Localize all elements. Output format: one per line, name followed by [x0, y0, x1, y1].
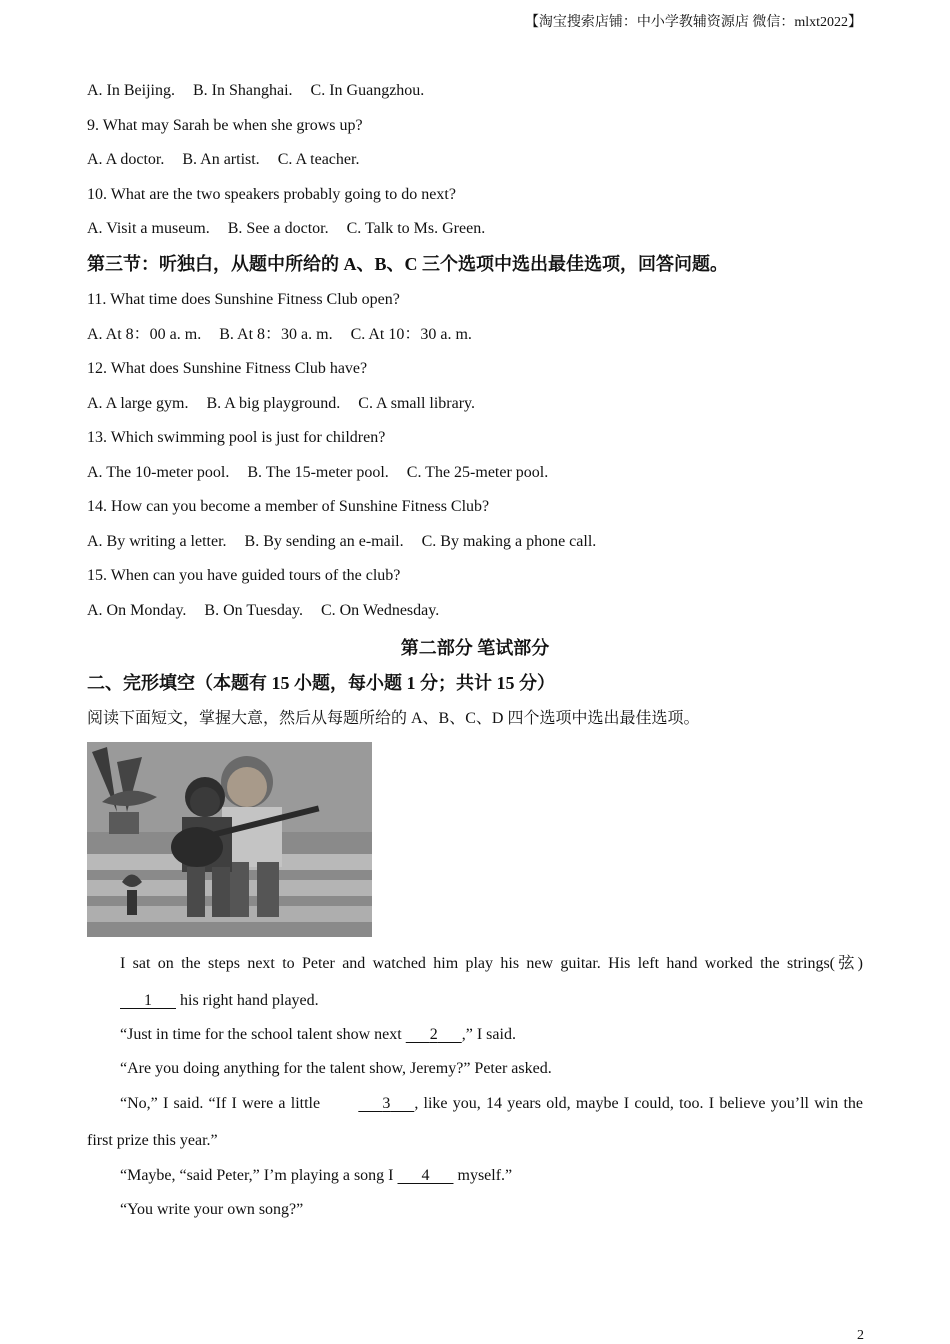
q9-option-a: A. A doctor.	[87, 151, 165, 168]
passage-paragraph-1	[87, 945, 863, 1019]
q14-option-b: B. By sending an e-mail.	[244, 533, 404, 550]
q12-option-c: C. A small library.	[358, 395, 475, 412]
part2-title: 第二部分 笔试部分	[400, 638, 550, 658]
q10-option-b: B. See a doctor.	[227, 220, 329, 237]
q11-option-c: C. At 10：30 a. m.	[350, 326, 472, 343]
q13-option-a: A. The 10-meter pool.	[87, 464, 230, 481]
q11-options	[87, 325, 490, 345]
blank-4-number: 4	[421, 1167, 430, 1184]
q14-options	[87, 532, 614, 552]
blank-2	[406, 1025, 462, 1045]
p1-text-after: his right hand played.	[176, 992, 319, 1009]
passage-paragraph-3: “Are you doing anything for the talent show, Jeremy?” Peter asked.	[120, 1060, 552, 1077]
section3-heading: 第三节：听独白，从题中所给的 A、B、C 三个选项中选出最佳选项，回答问题。	[87, 254, 729, 274]
q9-option-b: B. An artist.	[182, 151, 260, 168]
passage-paragraph-5	[120, 1166, 512, 1186]
q10-options	[87, 219, 503, 239]
q13-option-c: C. The 25-meter pool.	[406, 464, 549, 481]
q12-options	[87, 394, 493, 414]
page-number: 2	[857, 1328, 864, 1343]
guitar-illustration	[87, 742, 372, 937]
q14-option-c: C. By making a phone call.	[421, 533, 597, 550]
q8-option-c: C. In Guangzhou.	[310, 82, 425, 99]
p2-text-before: “Just in time for the school talent show next	[120, 1026, 406, 1043]
q15-question: 15. When can you have guided tours of the club?	[87, 567, 401, 584]
q10-option-c: C. Talk to Ms. Green.	[346, 220, 486, 237]
q12-option-a: A. A large gym.	[87, 395, 189, 412]
cloze-instruction: 阅读下面短文，掌握大意，然后从每题所给的 A、B、C、D 四个选项中选出最佳选项。	[87, 710, 700, 727]
q15-option-c: C. On Wednesday.	[320, 602, 440, 619]
q15-option-b: B. On Tuesday.	[204, 602, 303, 619]
p1-text-before: I sat on the steps next to Peter and watched him play his new guitar. His left hand worked the strings(弦)	[120, 955, 863, 972]
q10-option-a: A. Visit a museum.	[87, 220, 210, 237]
blank-1	[87, 982, 176, 1019]
q14-question: 14. How can you become a member of Sunshine Fitness Club?	[87, 498, 490, 515]
q9-options	[87, 150, 377, 170]
p4-text-before: “No,” I said. “If I were a little	[120, 1095, 326, 1112]
q11-option-b: B. At 8：30 a. m.	[219, 326, 333, 343]
p2-text-after: ,” I said.	[461, 1026, 516, 1043]
passage-paragraph-6: “You write your own song?”	[120, 1201, 304, 1218]
q13-options	[87, 463, 566, 483]
guitar-illustration-image	[87, 742, 372, 937]
blank-3-number: 3	[382, 1095, 391, 1112]
q9-option-c: C. A teacher.	[277, 151, 360, 168]
q13-question: 13. Which swimming pool is just for children?	[87, 429, 386, 446]
q11-question: 11. What time does Sunshine Fitness Club open?	[87, 291, 400, 308]
p5-text-after: myself.”	[453, 1167, 513, 1184]
cloze-section-heading: 二、完形填空（本题有 15 小题，每小题 1 分；共计 15 分）	[87, 673, 555, 693]
blank-2-number: 2	[429, 1026, 438, 1043]
q12-question: 12. What does Sunshine Fitness Club have?	[87, 360, 368, 377]
blank-3	[325, 1085, 414, 1122]
q8-option-b: B. In Shanghai.	[193, 82, 293, 99]
q10-question: 10. What are the two speakers probably going to do next?	[87, 186, 456, 203]
q15-option-a: A. On Monday.	[87, 602, 187, 619]
q13-option-b: B. The 15-meter pool.	[247, 464, 389, 481]
p4-text-after: , like you, 14 years old, maybe I could, too. I believe you’ll win the first prize this year.”	[87, 1095, 863, 1149]
q15-options	[87, 601, 457, 621]
q14-option-a: A. By writing a letter.	[87, 533, 227, 550]
passage-paragraph-2	[120, 1025, 516, 1045]
page-header: 【淘宝搜索店铺：中小学教辅资源店 微信：mlxt2022】	[524, 15, 862, 30]
q9-question: 9. What may Sarah be when she grows up?	[87, 117, 363, 134]
p5-text-before: “Maybe, “said Peter,” I’m playing a song I	[120, 1167, 398, 1184]
q12-option-b: B. A big playground.	[206, 395, 341, 412]
blank-1-number: 1	[144, 992, 152, 1009]
q8-options	[87, 81, 442, 101]
q11-option-a: A. At 8：00 a. m.	[87, 326, 202, 343]
passage-paragraph-4	[87, 1085, 863, 1159]
q8-option-a: A. In Beijing.	[87, 82, 175, 99]
blank-4	[398, 1166, 454, 1186]
